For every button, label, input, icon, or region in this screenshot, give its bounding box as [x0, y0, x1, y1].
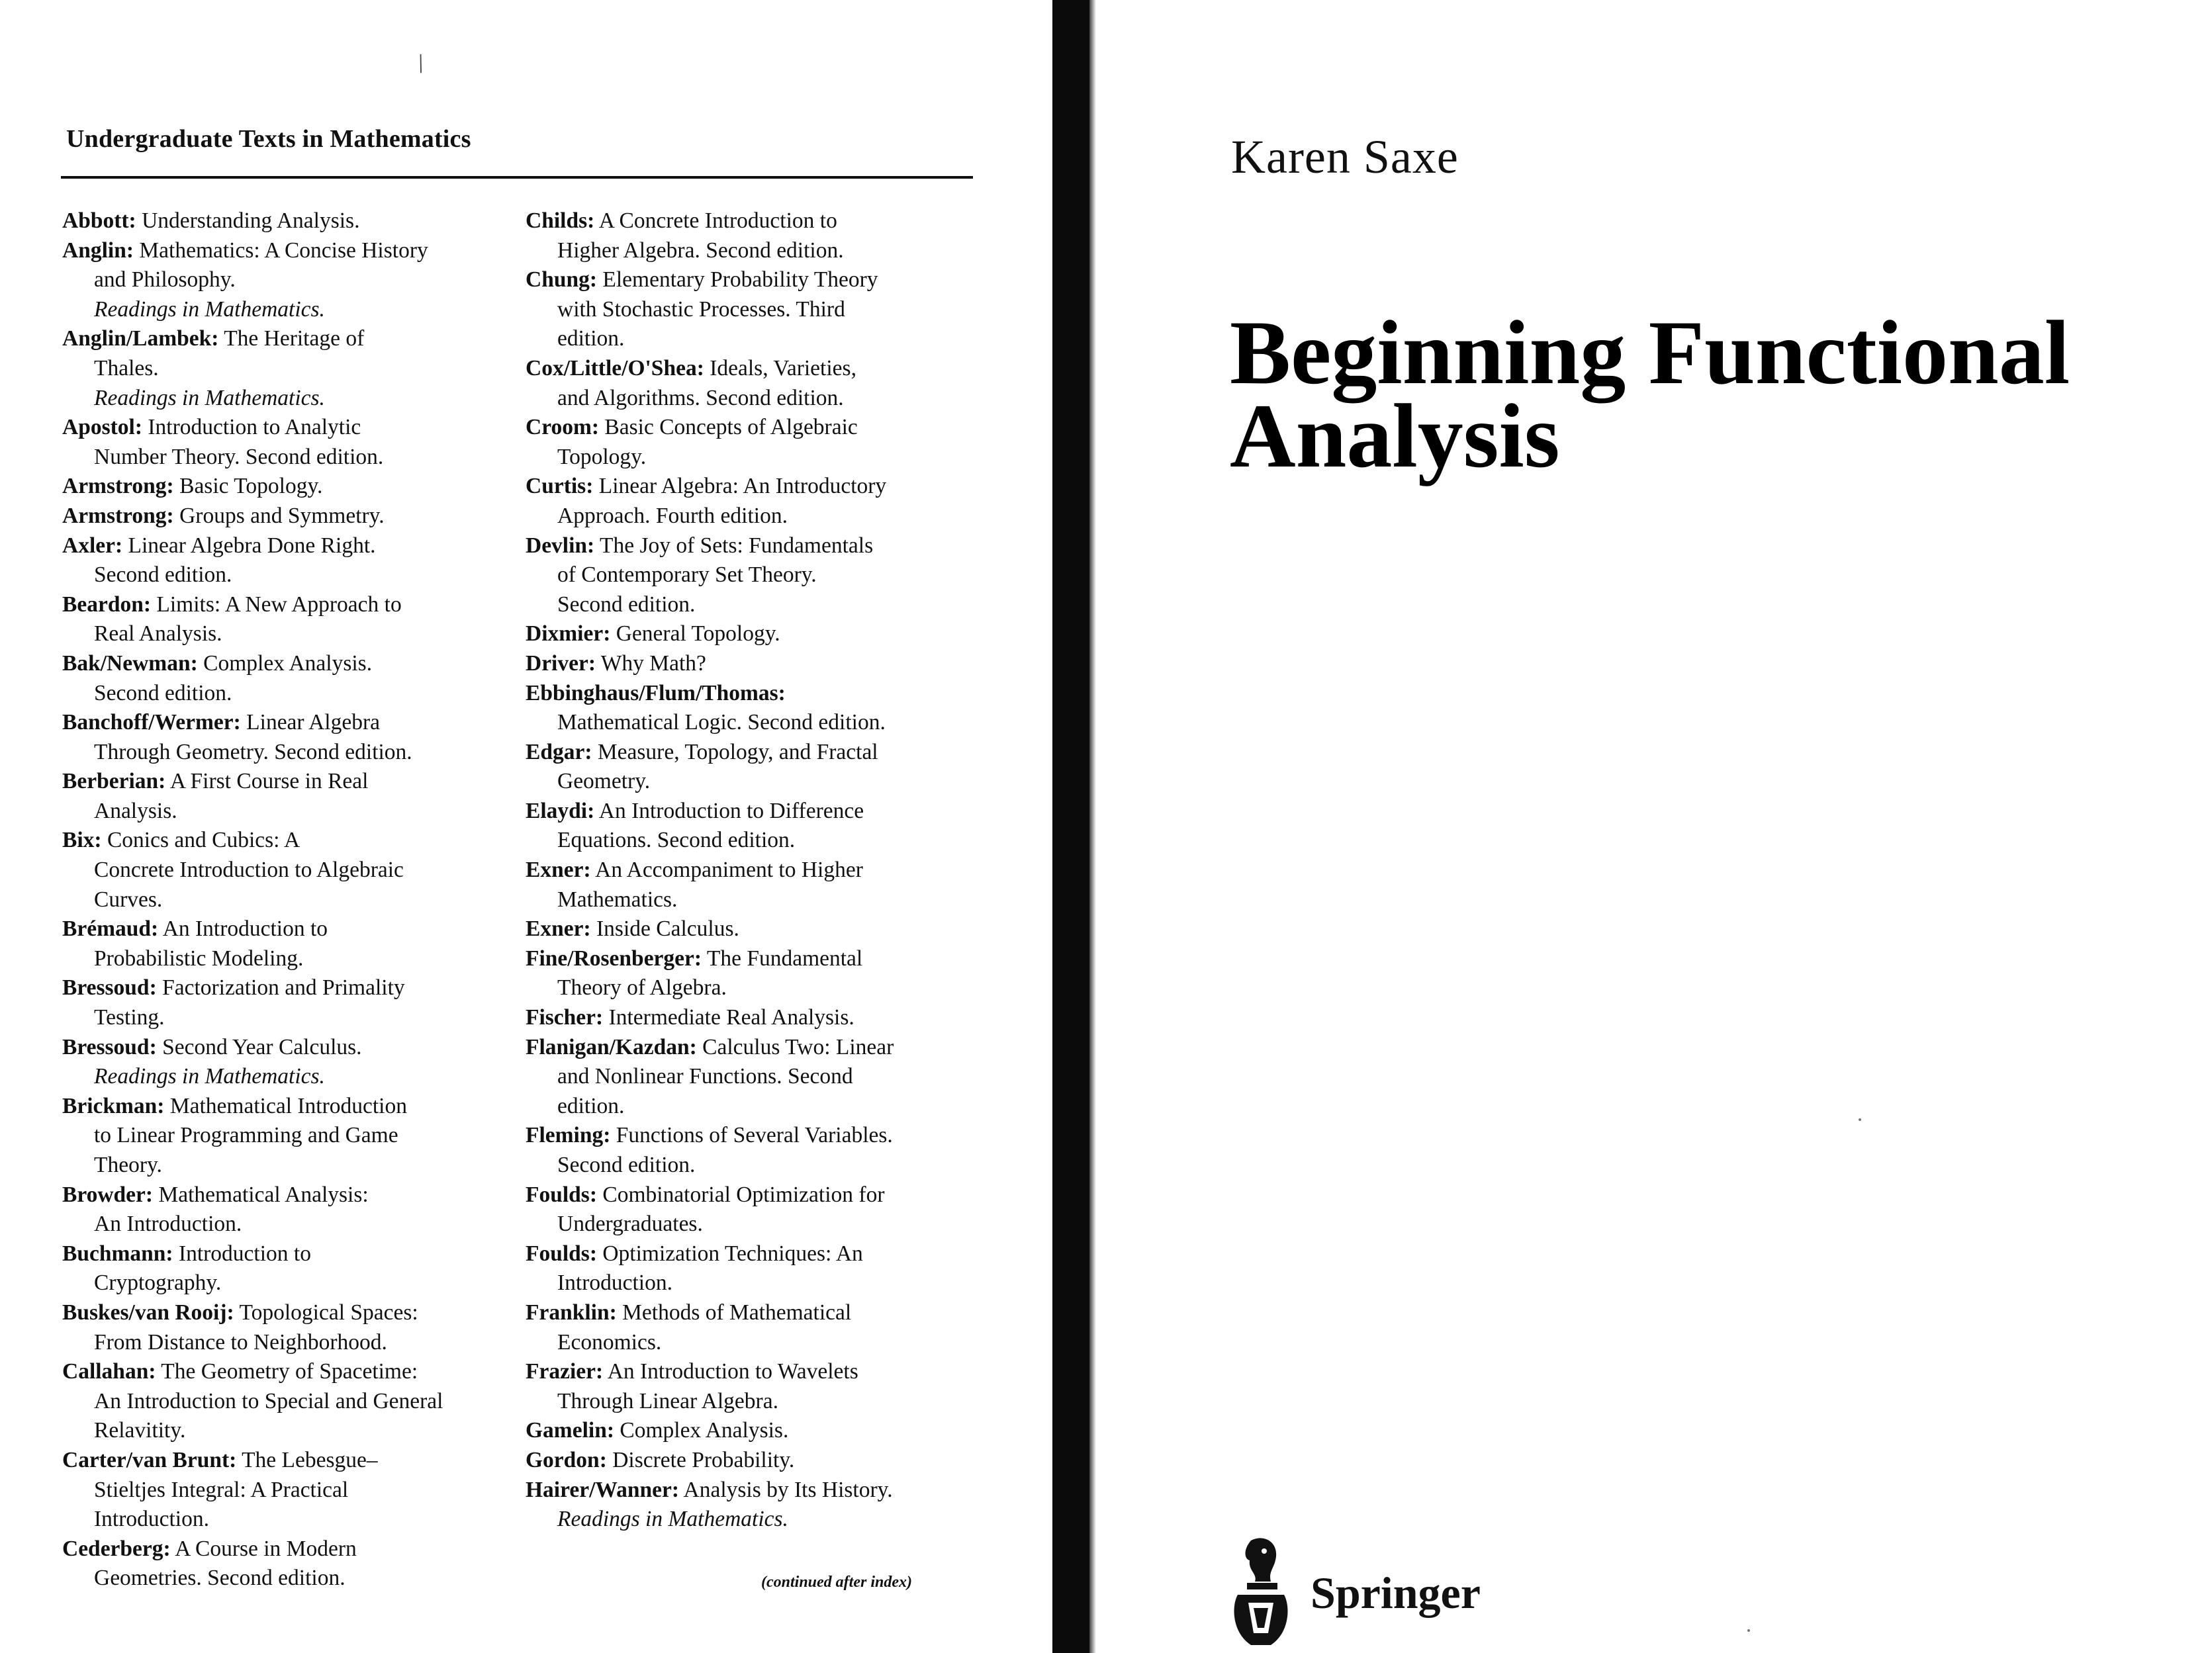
book-author-name: Beardon: [62, 592, 151, 617]
book-entry [62, 1298, 526, 1357]
book-entry-line [62, 354, 526, 384]
book-entry [526, 1416, 989, 1446]
book-title-text: Equations. Second edition. [557, 828, 796, 853]
book-entry-line [526, 206, 989, 236]
book-author-name: Foulds: [526, 1182, 597, 1207]
book-entry-line [526, 560, 989, 590]
book-title-text: Measure, Topology, and Fractal [597, 739, 878, 764]
book-entry-line [526, 1357, 989, 1387]
series-note: Readings in Mathematics. [94, 1064, 325, 1089]
book-title-text: An Introduction to [162, 916, 328, 942]
book-entry [526, 206, 989, 265]
book-title-text: Introduction. [94, 1507, 209, 1532]
book-author-name: Bix: [62, 828, 102, 853]
book-title-text: General Topology. [616, 621, 780, 647]
book-author-name: Fleming: [526, 1123, 611, 1148]
book-title-text: A Course in Modern [175, 1536, 357, 1561]
book-entry [62, 1181, 526, 1239]
book-entry-line [526, 531, 989, 561]
book-entry-line [526, 679, 989, 709]
book-title-text: Groups and Symmetry. [179, 503, 385, 528]
book-entry-line [526, 413, 989, 443]
book-title-text: An Introduction. [94, 1212, 242, 1237]
series-note: Readings in Mathematics. [94, 296, 325, 322]
book-entry-line [62, 797, 526, 826]
book-entry [526, 1003, 989, 1033]
book-entry [526, 1239, 989, 1298]
book-entry [526, 1476, 989, 1535]
book-entry-line [62, 738, 526, 768]
series-title: Undergraduate Texts in Mathematics [66, 125, 471, 153]
book-entry-line [62, 531, 526, 561]
book-entry [62, 324, 526, 413]
book-author-name: Brickman: [62, 1093, 165, 1118]
book-title-text: Linear Algebra [246, 710, 381, 735]
header-rule [61, 176, 973, 179]
book-entry [62, 502, 526, 531]
book-entry-line [526, 767, 989, 797]
book-entry-line [526, 944, 989, 974]
book-entry [526, 1357, 989, 1416]
book-title-text: Calculus Two: Linear [702, 1034, 894, 1059]
book-entry-line [62, 265, 526, 295]
book-title-text: Functions of Several Variables. [616, 1123, 893, 1148]
book-title-text: Mathematics. [557, 887, 678, 912]
book-title-text: of Contemporary Set Theory. [557, 562, 817, 588]
book-author-name: Fine/Rosenberger: [526, 946, 702, 971]
book-entry [62, 1357, 526, 1446]
book-gutter [1052, 0, 1089, 1653]
book-entry [62, 531, 526, 590]
book-title-text: Approach. Fourth edition. [557, 503, 788, 528]
book-entry-line [62, 1003, 526, 1033]
publisher-name: Springer [1311, 1568, 1481, 1618]
book-entry-line [526, 1298, 989, 1328]
book-author-name: Bressoud: [62, 975, 157, 1001]
book-author-name: Armstrong: [62, 474, 174, 499]
book-title-text: Testing. [94, 1005, 165, 1030]
book-title-text: Elementary Probability Theory [602, 267, 878, 292]
book-entry-line [62, 236, 526, 266]
book-entry-line [526, 354, 989, 384]
book-title-text: The Geometry of Spacetime: [161, 1359, 418, 1384]
book-title-text: Mathematical Introduction [169, 1093, 407, 1118]
book-entry-line [62, 324, 526, 354]
book-title-text: Geometry. [557, 769, 651, 794]
book-author-name: Exner: [526, 916, 591, 942]
book-entry-line [62, 1328, 526, 1358]
left-page [0, 0, 1059, 1653]
book-entry-line [62, 915, 526, 944]
book-entry-line [526, 1121, 989, 1151]
book-author-name: Armstrong: [62, 503, 174, 528]
book-title-text: Topology. [557, 444, 647, 469]
book-entry [526, 856, 989, 915]
book-entry [526, 1121, 989, 1180]
book-entry-line [62, 1121, 526, 1151]
book-title-text: Through Geometry. Second edition. [94, 739, 412, 764]
book-entry [62, 236, 526, 325]
book-title-text: An Introduction to Wavelets [607, 1359, 858, 1384]
book-author-name: Cederberg: [62, 1536, 171, 1561]
book-title-text: The Fundamental [706, 946, 863, 971]
book-entry [62, 649, 526, 708]
book-title-text: edition. [557, 326, 625, 351]
book-entry [62, 590, 526, 649]
book-title-text: Limits: A New Approach to [156, 592, 402, 617]
book-title-text: Mathematical Logic. Second edition. [557, 710, 886, 735]
book-entry [526, 265, 989, 354]
book-author-name: Bressoud: [62, 1034, 157, 1059]
book-author-name: Callahan: [62, 1359, 156, 1384]
book-title-text: From Distance to Neighborhood. [94, 1329, 387, 1355]
book-entry-line [526, 236, 989, 266]
book-title-text: Introduction to [178, 1241, 311, 1266]
book-title-text: Second edition. [94, 680, 232, 705]
book-entry-line [62, 1181, 526, 1210]
book-entry-line [62, 1505, 526, 1535]
book-title-line: Beginning Functional [1230, 302, 2070, 403]
publisher-block [1224, 1534, 1555, 1653]
book-entry [62, 1092, 526, 1181]
book-entry-line [62, 443, 526, 472]
book-title-text: Optimization Techniques: An [602, 1241, 863, 1266]
book-author-name: Exner: [526, 858, 591, 883]
book-entry-line [62, 206, 526, 236]
book-title-text: Combinatorial Optimization for [602, 1182, 885, 1207]
book-author-name: Gamelin: [526, 1418, 614, 1443]
book-author: Karen Saxe [1231, 130, 1459, 183]
book-entry [62, 413, 526, 472]
book-entry [62, 1033, 526, 1092]
book-title-text: Through Linear Algebra. [557, 1388, 778, 1413]
book-author-name: Fischer: [526, 1005, 604, 1030]
book-list-column-left [62, 206, 526, 1593]
book-title-text: Second edition. [94, 562, 232, 588]
book-entry-line [62, 590, 526, 620]
book-author-name: Anglin/Lambek: [62, 326, 219, 351]
book-author-name: Brémaud: [62, 916, 159, 942]
book-author-name: Chung: [526, 267, 597, 292]
book-entry [526, 679, 989, 738]
book-author-name: Ebbinghaus/Flum/Thomas: [526, 680, 786, 705]
book-entry-line [62, 1033, 526, 1063]
pen-mark-icon: / [412, 48, 430, 79]
book-entry-line [526, 1476, 989, 1505]
book-title-text: Probabilistic Modeling. [94, 946, 304, 971]
book-author-name: Hairer/Wanner: [526, 1477, 679, 1502]
book-author-name: Gordon: [526, 1447, 607, 1472]
book-entry [526, 354, 989, 413]
book-entry-line [526, 1328, 989, 1358]
book-title-text: Conics and Cubics: A [107, 828, 300, 853]
book-entry-line [62, 1298, 526, 1328]
book-entry [62, 708, 526, 767]
book-author-name: Berberian: [62, 769, 166, 794]
book-entry [62, 915, 526, 973]
book-entry-line [62, 502, 526, 531]
series-note: Readings in Mathematics. [94, 385, 325, 410]
book-title-text: Inside Calculus. [596, 916, 739, 942]
book-entry [526, 619, 989, 649]
book-title-text: A Concrete Introduction to [598, 208, 837, 233]
book-entry-line [526, 1181, 989, 1210]
book-title-text: Analysis. [94, 798, 177, 823]
continued-note: (continued after index) [761, 1574, 912, 1591]
book-entry-line [62, 973, 526, 1003]
book-author-name: Axler: [62, 533, 123, 558]
book-title-text: Why Math? [600, 650, 706, 676]
speck [1747, 1629, 1750, 1632]
book-title-text: and Philosophy. [94, 267, 236, 292]
book-entry-line [62, 560, 526, 590]
right-page [1085, 0, 2212, 1653]
book-entry-line [62, 1269, 526, 1298]
book-entry-line [62, 856, 526, 885]
book-title-line: Analysis [1230, 385, 1560, 486]
book-author-name: Flanigan/Kazdan: [526, 1034, 697, 1059]
book-entry [62, 206, 526, 236]
book-title-text: Mathematical Analysis: [158, 1182, 369, 1207]
book-entry-line [62, 1564, 526, 1593]
book-title-text: and Algorithms. Second edition. [557, 385, 844, 410]
book-author-name: Buskes/van Rooij: [62, 1300, 234, 1325]
book-entry-line [62, 767, 526, 797]
book-entry-line [62, 649, 526, 679]
book-entry-line [62, 413, 526, 443]
book-title-text: Relavitity. [94, 1418, 186, 1443]
book-entry-line [62, 944, 526, 974]
book-entry-line [526, 708, 989, 738]
book-entry-line [62, 679, 526, 709]
book-entry-line [526, 1446, 989, 1476]
book-title-text: Basic Topology. [179, 474, 323, 499]
book-author-name: Apostol: [62, 415, 142, 440]
book-title-text: Geometries. Second edition. [94, 1566, 346, 1591]
book-entry-line [526, 885, 989, 915]
book-entry-line [526, 384, 989, 414]
book-title-text: Intermediate Real Analysis. [608, 1005, 854, 1030]
book-title-text: Cryptography. [94, 1271, 222, 1296]
book-entry [62, 1535, 526, 1593]
book-title-text: Complex Analysis. [620, 1418, 789, 1443]
book-title-text: Concrete Introduction to Algebraic [94, 858, 404, 883]
book-entry-line [62, 1239, 526, 1269]
book-entry-line [526, 472, 989, 502]
book-entry-line [526, 1239, 989, 1269]
book-title-text: An Accompaniment to Higher [595, 858, 863, 883]
book-entry-line [62, 1416, 526, 1446]
book-entry-line [62, 1446, 526, 1476]
book-entry [62, 826, 526, 915]
book-entry-line [526, 1151, 989, 1181]
book-title-text: A First Course in Real [169, 769, 369, 794]
book-title-text: Introduction to Analytic [148, 415, 361, 440]
book-author-name: Edgar: [526, 739, 592, 764]
speck [1859, 1118, 1861, 1121]
book-entry-line [526, 973, 989, 1003]
book-author-name: Croom: [526, 415, 600, 440]
book-title-text: and Nonlinear Functions. Second [557, 1064, 853, 1089]
book-entry-line [62, 1357, 526, 1387]
book-author-name: Frazier: [526, 1359, 604, 1384]
book-author-name: Browder: [62, 1182, 154, 1207]
book-entry-line [526, 1062, 989, 1092]
book-title-text: Real Analysis. [94, 621, 222, 647]
book-entry-line [526, 265, 989, 295]
book-entry [62, 973, 526, 1032]
book-entry-line [526, 826, 989, 856]
book-entry [62, 767, 526, 826]
book-title-text: Understanding Analysis. [142, 208, 360, 233]
book-title-text: Basic Concepts of Algebraic [604, 415, 858, 440]
book-title-text: Ideals, Varieties, [710, 355, 856, 380]
book-title-text: Higher Algebra. Second edition. [557, 238, 844, 263]
book-entry [526, 915, 989, 944]
book-author-name: Banchoff/Wermer: [62, 710, 241, 735]
book-title-text: Number Theory. Second edition. [94, 444, 384, 469]
book-entry [526, 649, 989, 679]
book-author-name: Dixmier: [526, 621, 611, 647]
book-title-text: Linear Algebra Done Right. [128, 533, 376, 558]
book-author-name: Foulds: [526, 1241, 597, 1266]
book-author-name: Elaydi: [526, 798, 595, 823]
book-entry-line [62, 619, 526, 649]
book-entry-line [526, 856, 989, 885]
book-title-text: Second edition. [557, 592, 696, 617]
book-title-text: Methods of Mathematical [622, 1300, 852, 1325]
book-entry-line [526, 1210, 989, 1239]
book-entry [62, 1239, 526, 1298]
book-entry-line [62, 1092, 526, 1122]
book-entry-line [526, 443, 989, 472]
book-author-name: Bak/Newman: [62, 650, 198, 676]
book-entry-line [526, 649, 989, 679]
book-entry-line [526, 1003, 989, 1033]
book-title-text: Second edition. [557, 1153, 696, 1177]
book-entry-line [526, 797, 989, 826]
book-title-text: Complex Analysis. [203, 650, 373, 676]
book-title-text: Theory. [94, 1153, 162, 1177]
book-entry [62, 1446, 526, 1535]
book-entry-line [526, 1416, 989, 1446]
book-entry-line [62, 1151, 526, 1181]
book-entry-line [526, 1092, 989, 1122]
book-entry-line [526, 295, 989, 325]
book-entry [526, 1033, 989, 1122]
book-entry-line [62, 885, 526, 915]
book-entry-line [526, 1269, 989, 1298]
book-entry-line [526, 590, 989, 620]
book-entry-line [62, 1535, 526, 1564]
book-entry-line [62, 826, 526, 856]
book-entry [62, 472, 526, 502]
book-title-text: Introduction. [557, 1271, 672, 1296]
book-entry [526, 472, 989, 531]
book-author-name: Driver: [526, 650, 596, 676]
book-author-name: Carter/van Brunt: [62, 1447, 237, 1472]
book-title-text: Mathematics: A Concise History [139, 238, 428, 263]
series-note: Readings in Mathematics. [557, 1507, 788, 1532]
book-title-text: Thales. [94, 355, 159, 380]
book-title-text: Discrete Probability. [612, 1447, 795, 1472]
book-title [1230, 302, 2070, 486]
book-title-text: The Heritage of [224, 326, 365, 351]
book-title-text: Curves. [94, 887, 163, 912]
book-entry [526, 797, 989, 856]
book-entry-line [62, 1476, 526, 1505]
book-author-name: Abbott: [62, 208, 136, 233]
book-title-text: An Introduction to Special and General [94, 1388, 443, 1413]
book-title-text: edition. [557, 1093, 625, 1118]
book-entry [526, 1181, 989, 1239]
book-entry-line [526, 915, 989, 944]
book-entry-line [62, 472, 526, 502]
book-title-text: Factorization and Primality [162, 975, 405, 1001]
book-author-name: Curtis: [526, 474, 594, 499]
book-title-text: Linear Algebra: An Introductory [598, 474, 887, 499]
book-entry-line [526, 324, 989, 354]
book-title-text: to Linear Programming and Game [94, 1123, 398, 1148]
book-author-name: Buchmann: [62, 1241, 173, 1266]
book-entry-line [62, 1210, 526, 1239]
book-title-text: Undergraduates. [557, 1212, 703, 1237]
book-title-text: Second Year Calculus. [162, 1034, 362, 1059]
book-entry [526, 1298, 989, 1357]
book-entry-line [526, 619, 989, 649]
book-title-text: Theory of Algebra. [557, 975, 727, 1001]
book-entry-line [526, 1387, 989, 1417]
book-title-text: The Lebesgue– [242, 1447, 378, 1472]
book-entry-line [62, 1387, 526, 1417]
book-title-text: Analysis by Its History. [683, 1477, 893, 1502]
book-entry-line [526, 738, 989, 768]
book-entry [526, 738, 989, 797]
book-author-name: Cox/Little/O'Shea: [526, 355, 704, 380]
book-author-name: Devlin: [526, 533, 595, 558]
book-title-text: The Joy of Sets: Fundamentals [600, 533, 874, 558]
book-list-column-right [526, 206, 989, 1535]
book-entry [526, 944, 989, 1003]
book-title-text: Economics. [557, 1329, 662, 1355]
springer-knight-logo-icon [1224, 1534, 1297, 1653]
book-entry-line [62, 708, 526, 738]
book-author-name: Franklin: [526, 1300, 617, 1325]
book-title-text: Topological Spaces: [239, 1300, 418, 1325]
book-entry [526, 531, 989, 620]
book-entry [526, 413, 989, 472]
book-title-text: with Stochastic Processes. Third [557, 296, 845, 322]
book-entry [526, 1446, 989, 1476]
book-author-name: Anglin: [62, 238, 134, 263]
book-author-name: Childs: [526, 208, 595, 233]
book-title-text: Stieltjes Integral: A Practical [94, 1477, 349, 1502]
book-entry-line [526, 502, 989, 531]
book-title-text: An Introduction to Difference [598, 798, 864, 823]
book-entry-line [526, 1033, 989, 1063]
